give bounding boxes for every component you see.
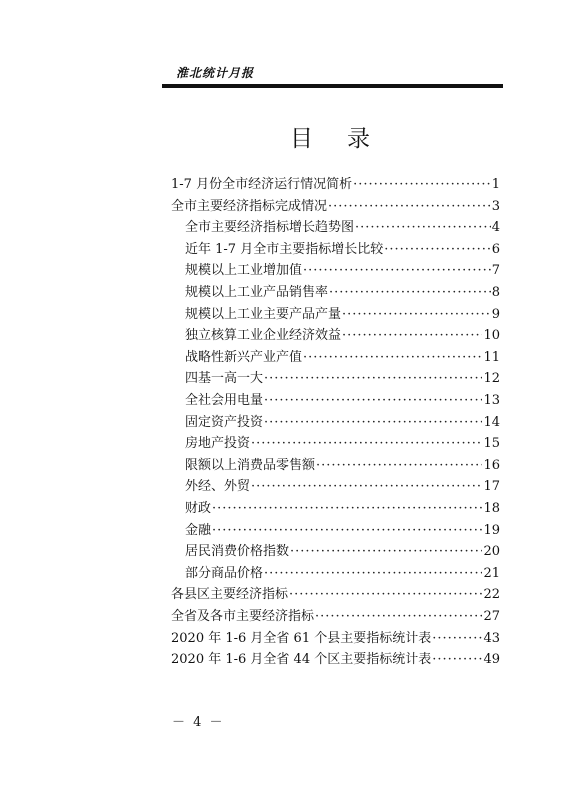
- toc-entry-label: 全省及各市主要经济指标: [171, 609, 315, 624]
- toc-leader-dots: [303, 348, 482, 368]
- toc-entry-page: 18: [483, 501, 500, 516]
- toc-leader-dots: [264, 391, 482, 411]
- toc-entry-label: 2020 年 1-6 月全省 61 个县主要指标统计表: [171, 630, 432, 646]
- toc-leader-dots: [289, 585, 482, 605]
- toc-entry-label: 规模以上工业增加值: [185, 263, 303, 279]
- toc-leader-dots: [303, 261, 491, 281]
- toc-entry-label: 各县区主要经济指标: [171, 587, 289, 603]
- toc-entry-label: 1-7 月份全市经济运行情况简析: [171, 177, 353, 192]
- toc-entry-page: 16: [483, 457, 500, 473]
- toc-entry-page: 3: [491, 198, 500, 214]
- toc-entry-label: 房地产投资: [185, 436, 251, 452]
- toc-entry[interactable]: [185, 348, 500, 368]
- toc-entry[interactable]: [185, 542, 500, 562]
- page-number: － 4 －: [172, 715, 225, 730]
- toc-leader-dots: [355, 218, 491, 238]
- toc-entry[interactable]: [171, 197, 500, 217]
- toc-entry-label: 外经、外贸: [185, 479, 251, 495]
- toc-entry-label: 固定资产投资: [185, 414, 264, 430]
- toc-entry[interactable]: [171, 175, 500, 195]
- toc-entry[interactable]: [185, 456, 500, 476]
- toc-entry-page: 13: [483, 393, 500, 408]
- toc-entry-page: 4: [491, 220, 500, 236]
- toc-entry[interactable]: [185, 477, 500, 497]
- toc-leader-dots: [212, 521, 482, 541]
- header-rule: [162, 84, 503, 88]
- toc-leader-dots: [329, 283, 491, 303]
- toc-title: 目录: [290, 126, 404, 152]
- toc-entry-label: 2020 年 1-6 月全省 44 个区主要指标统计表: [171, 652, 432, 668]
- toc-entry-label: 全社会用电量: [185, 393, 264, 408]
- toc-entry[interactable]: [171, 650, 500, 670]
- toc-entry-page: 12: [483, 371, 500, 387]
- toc-entry-page: 11: [483, 349, 500, 365]
- toc-leader-dots: [328, 197, 491, 217]
- toc-entry[interactable]: [185, 240, 500, 260]
- toc-leader-dots: [212, 499, 482, 519]
- toc-entry-page: 7: [491, 263, 500, 279]
- toc-entry[interactable]: [185, 564, 500, 584]
- toc-leader-dots: [251, 434, 482, 454]
- toc-entry[interactable]: [185, 326, 500, 346]
- toc-entry-page: 27: [483, 609, 500, 624]
- toc-entry[interactable]: [185, 218, 500, 238]
- toc-leader-dots: [432, 629, 482, 649]
- toc-entry[interactable]: [185, 391, 500, 411]
- toc-entry[interactable]: [171, 585, 500, 605]
- toc-entry-page: 14: [483, 414, 500, 430]
- toc-leader-dots: [264, 413, 482, 433]
- toc-leader-dots: [342, 305, 491, 325]
- toc-entry-page: 20: [483, 544, 500, 560]
- publication-title: 淮北统计月报: [176, 66, 255, 80]
- toc-entry-page: 9: [491, 306, 500, 322]
- toc-leader-dots: [251, 477, 482, 497]
- toc-entry-page: 15: [483, 436, 500, 452]
- toc-entry[interactable]: [185, 283, 500, 303]
- toc-entry-page: 1: [491, 177, 500, 192]
- toc-entry-label: 规模以上工业产品销售率: [185, 285, 329, 300]
- toc-entry-label: 全市主要经济指标完成情况: [171, 198, 328, 214]
- toc-leader-dots: [353, 175, 491, 195]
- toc-leader-dots: [342, 326, 482, 346]
- toc-entry-label: 近年 1-7 月全市主要指标增长比较: [185, 241, 384, 257]
- toc-entry[interactable]: [185, 499, 500, 519]
- toc-leader-dots: [264, 369, 482, 389]
- toc-entry[interactable]: [185, 261, 500, 281]
- toc-entry[interactable]: [171, 629, 500, 649]
- toc-leader-dots: [432, 650, 482, 670]
- toc-entry[interactable]: [185, 521, 500, 541]
- toc-entry-page: 6: [491, 241, 500, 257]
- toc-entry-label: 居民消费价格指数: [185, 544, 290, 560]
- toc-entry-page: 49: [483, 652, 500, 668]
- toc-leader-dots: [316, 456, 482, 476]
- toc-leader-dots: [264, 564, 482, 584]
- toc-entry-page: 8: [491, 285, 500, 300]
- toc-entry[interactable]: [185, 434, 500, 454]
- toc-entry-page: 43: [483, 630, 500, 646]
- toc-leader-dots: [384, 240, 491, 260]
- toc-entry-label: 限额以上消费品零售额: [185, 457, 316, 473]
- toc-entry-label: 战略性新兴产业产值: [185, 349, 303, 365]
- toc-entry-page: 22: [483, 587, 500, 603]
- toc-entry-label: 四基一高一大: [185, 371, 264, 387]
- toc-entry-label: 金融: [185, 522, 212, 538]
- toc-entry[interactable]: [185, 369, 500, 389]
- toc-entry-label: 规模以上工业主要产品产量: [185, 306, 342, 322]
- toc-entry-label: 部分商品价格: [185, 565, 264, 581]
- toc-entry-label: 财政: [185, 501, 212, 516]
- toc-entry-label: 全市主要经济指标增长趋势图: [185, 220, 355, 236]
- toc-entry-page: 21: [483, 565, 500, 581]
- toc-entry-page: 10: [483, 328, 500, 344]
- toc-leader-dots: [315, 607, 482, 627]
- toc-entry-page: 19: [483, 522, 500, 538]
- toc-entry-page: 17: [483, 479, 500, 495]
- toc-entry-label: 独立核算工业企业经济效益: [185, 328, 342, 344]
- toc-leader-dots: [290, 542, 482, 562]
- toc-entry[interactable]: [185, 305, 500, 325]
- toc-entry[interactable]: [185, 413, 500, 433]
- toc-entry[interactable]: [171, 607, 500, 627]
